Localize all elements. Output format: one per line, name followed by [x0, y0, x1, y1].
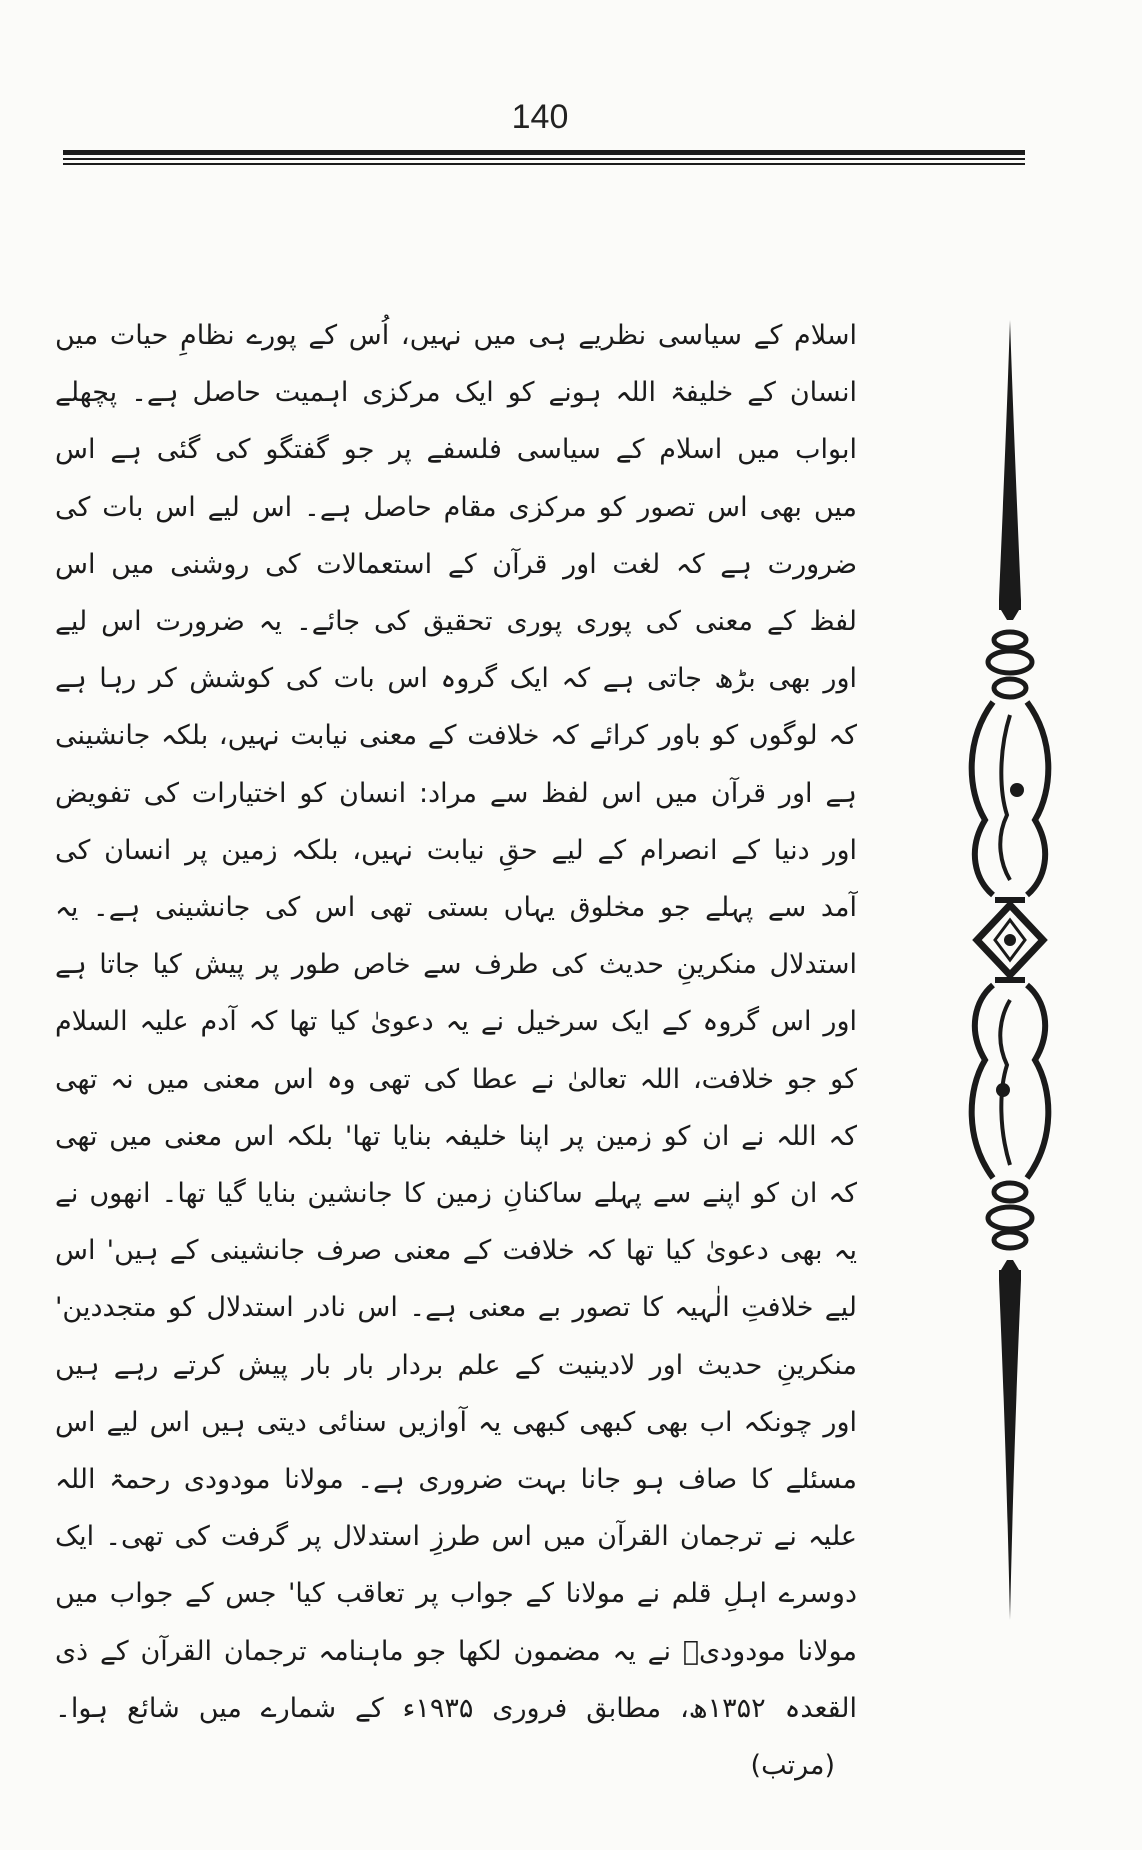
paragraph-text: اسلام کے سیاسی نظریے ہی میں نہیں، اُس کے پورے نظامِ حیات میں انسان کے خلیفۃ اللہ ہونے کو ایک مرکزی اہمیت حاصل ہے۔ پچھلے ابواب میں اسلام کے سیاسی فلسفے پر جو گفتگو کی گئی ہے اس میں بھی اس تصور کو مرکزی مقام حاصل ہے۔ اس لیے اس بات کی ضرورت ہے کہ لغت اور قرآن کے استعمالات کی روشنی میں اس لفظ کے معنی کی پوری پوری تحقیق کی جائے۔ یہ ضرورت اس لیے اور بھی بڑھ جاتی ہے کہ ایک گروہ اس بات کی کوشش کر رہا ہے کہ لوگوں کو باور کرائے کہ خلافت کے معنی نیابت نہیں، بلکہ جانشینی ہے اور قرآن میں اس لفظ سے مراد: انسان کو اختیارات کی تفویض اور دنیا کے انصرام کے لیے حقِ نیابت نہیں، بلکہ زمین پر انسان کی آمد سے پہلے جو مخلوق یہاں بستی تھی اس کی جانشینی ہے۔ یہ استدلال منکرینِ حدیث کی طرف سے خاص طور پر پیش کیا جاتا ہے اور اس گروہ کے ایک سرخیل نے یہ دعویٰ کیا تھا کہ آدم علیہ السلام کو جو خلافت، اللہ تعالیٰ نے عطا کی تھی وہ اس معنی میں نہ تھی کہ اللہ نے ان کو زمین پر اپنا خلیفہ بنایا تھا' بلکہ اس معنی میں تھی کہ ان کو اپنے سے پہلے ساکنانِ زمین کا جانشین بنایا گیا تھا۔ انھوں نے یہ بھی دعویٰ کیا تھا کہ خلافت کے معنی صرف جانشینی کے ہیں' اس لیے خلافتِ الٰہیہ کا تصور بے معنی ہے۔ اس نادر استدلال کو متجددین' منکرینِ حدیث اور لادینیت کے علم بردار بار بار پیش کرتے رہے ہیں اور چونکہ اب بھی کبھی کبھی یہ آوازیں سنائی دیتی ہیں اس لیے اس مسئلے کا صاف ہو جانا بہت ضروری ہے۔ مولانا مودودی رحمۃ اللہ علیہ نے ترجمان القرآن میں اس طرزِ استدلال پر گرفت کی تھی۔ ایک دوسرے اہلِ قلم نے مولانا کے جواب پر تعاقب کیا' جس کے جواب میں مولانا مودودیؒ نے یہ مضمون لکھا جو ماہنامہ ترجمان القرآن کے ذی القعدہ ۱۳۵۲ھ، مطابق فروری ۱۹۳۵ء کے شمارے میں شائع ہوا۔ — [55, 320, 857, 1724]
header-rule-thin — [63, 158, 1025, 160]
decorative-ornament-icon — [955, 320, 1065, 1620]
editor-attribution: (مرتب) — [750, 1750, 835, 1782]
header-rule-thin-2 — [63, 163, 1025, 165]
body-paragraph — [55, 307, 857, 1794]
page-number: 140 — [511, 98, 569, 136]
header-rule-thick — [63, 150, 1025, 155]
